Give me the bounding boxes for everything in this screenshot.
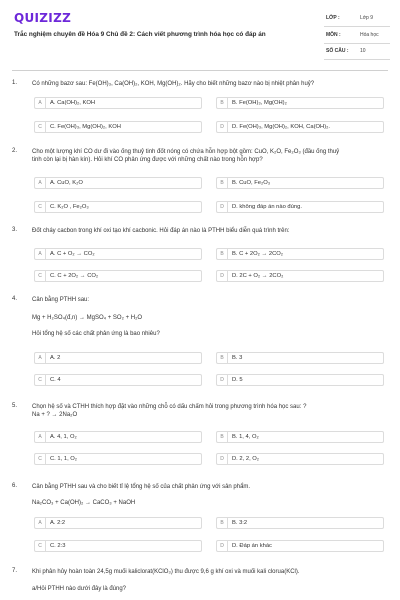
option-text: D. Fe(OH)₃, Mg(OH)₂, KOH, Ca(OH)₂.: [232, 124, 331, 130]
option-a[interactable]: [34, 97, 202, 109]
option-text: D. 2C + O₂ → 2CO₂: [232, 273, 284, 279]
question-text: Chọn hệ số và CTHH thích hợp đặt vào những chỗ có dấu chấm hỏi trong phương trình hóa học sau: ?: [32, 404, 307, 410]
header-divider: [12, 70, 388, 71]
option-text: C. 1, 1, O₂: [50, 456, 78, 462]
option-text: C. C + 2O₂ → CO₂: [50, 273, 99, 279]
meta-subject-row: [324, 29, 390, 44]
quizizz-logo: QUIZIZZ: [14, 11, 72, 25]
question-number: 6.: [12, 483, 18, 489]
question-text: Đốt cháy cacbon trong khí oxi tạo khí cacbonic. Hỏi đáp án nào là PTHH biểu diễn quá trình trên:: [32, 228, 290, 234]
option-text: D. Đáp án khác: [232, 543, 272, 549]
question-text: Cân bằng PTHH sau:: [32, 297, 90, 303]
meta-key: LỚP :: [326, 15, 340, 21]
option-d[interactable]: [216, 374, 384, 386]
option-c[interactable]: [34, 374, 202, 386]
equation-text: Mg + H₂SO₄(đ,n) → MgSO₄ + SO₂ + H₂O: [32, 315, 143, 321]
option-text: D. 2, 2, O₂: [232, 456, 260, 462]
option-text: C. K₂O , Fe₂O₃: [50, 204, 89, 210]
option-a[interactable]: [34, 248, 202, 260]
option-text: A. CuO, K₂O: [50, 180, 83, 186]
option-letter: A: [35, 518, 46, 528]
option-text: A. 4, 1, O₂: [50, 434, 77, 440]
option-letter: B: [217, 98, 228, 108]
option-letter: D: [217, 122, 228, 132]
option-letter: C: [35, 454, 46, 464]
option-text: B. CuO, Fe₂O₃: [232, 180, 271, 186]
option-d[interactable]: [216, 121, 384, 133]
option-letter: D: [217, 271, 228, 281]
option-letter: A: [35, 249, 46, 259]
worksheet-header: [0, 0, 400, 70]
option-text: A. 2:2: [50, 520, 66, 526]
option-a[interactable]: [34, 431, 202, 443]
option-text: C. 4: [50, 377, 61, 383]
question-text: Cho một lượng khí CO dư đi vào ống thuỷ tinh đốt nóng có chứa hỗn hợp bột gồm: CuO, K₂O, Fe₂O₃ (đầu ống thuỷ: [32, 149, 340, 155]
option-letter: C: [35, 122, 46, 132]
option-letter: B: [217, 518, 228, 528]
option-letter: C: [35, 541, 46, 551]
option-text: B. C + 2O₂ → 2CO₂: [232, 251, 284, 257]
option-a[interactable]: [34, 352, 202, 364]
option-d[interactable]: [216, 270, 384, 282]
meta-key: MÔN :: [326, 32, 341, 38]
option-letter: A: [35, 432, 46, 442]
meta-value: Hóa học: [360, 32, 379, 38]
option-d[interactable]: [216, 453, 384, 465]
question-text: Có những bazơ sau: Fe(OH)₃, Ca(OH)₂, KOH, Mg(OH)₂. Hãy cho biết những bazơ nào bị nhiệt phân huỷ?: [32, 81, 315, 87]
question-number: 4.: [12, 296, 18, 302]
option-text: B. 1, 4, O₂: [232, 434, 259, 440]
question-number: 7.: [12, 568, 18, 574]
question-text: tinh còn lại bị hàn kín). Hỏi khí CO phản ứng được với những chất nào trong hỗn hợp?: [32, 157, 263, 163]
option-letter: D: [217, 202, 228, 212]
worksheet-title: Trắc nghiệm chuyên đề Hóa 9 Chủ đề 2: Cách viết phương trình hóa học có đáp án: [14, 31, 266, 38]
option-b[interactable]: [216, 177, 384, 189]
equation-text: Na₂CO₃ + Ca(OH)₂ → CaCO₃ + NaOH: [32, 500, 136, 506]
question-text: Cân bằng PTHH sau và cho biết tỉ lệ tổng hệ số của chất phản ứng với sản phẩm.: [32, 484, 251, 490]
option-b[interactable]: [216, 431, 384, 443]
question-text: a/Hỏi PTHH nào dưới đây là đúng?: [32, 586, 127, 592]
question-text: Khi phân hủy hoàn toàn 24,5g muối kaliclorat(KClO₃) thu được 9,6 g khí oxi và muối kali clorua(KCl).: [32, 569, 300, 575]
option-text: A. 2: [50, 355, 61, 361]
option-text: B. 3:2: [232, 520, 248, 526]
question-number: 2.: [12, 148, 18, 154]
option-text: B. 3: [232, 355, 243, 361]
option-text: C. 2:3: [50, 543, 66, 549]
option-c[interactable]: [34, 121, 202, 133]
option-letter: B: [217, 249, 228, 259]
option-c[interactable]: [34, 453, 202, 465]
question-number: 3.: [12, 227, 18, 233]
option-text: D. 5: [232, 377, 243, 383]
option-text: B. Fe(OH)₃, Mg(OH)₂: [232, 100, 287, 106]
meta-class-row: [324, 12, 390, 27]
equation-text: Na + ? → 2Na₂O: [32, 412, 78, 418]
option-letter: A: [35, 178, 46, 188]
option-letter: C: [35, 271, 46, 281]
meta-key: SỐ CÂU :: [326, 48, 349, 54]
option-letter: C: [35, 375, 46, 385]
option-letter: D: [217, 375, 228, 385]
option-text: D. không đáp án nào đúng.: [232, 204, 302, 210]
option-letter: B: [217, 178, 228, 188]
option-text: A. Ca(OH)₂, KOH: [50, 100, 96, 106]
option-letter: C: [35, 202, 46, 212]
option-letter: A: [35, 98, 46, 108]
option-c[interactable]: [34, 270, 202, 282]
option-b[interactable]: [216, 517, 384, 529]
option-a[interactable]: [34, 517, 202, 529]
question-text: Hỏi tổng hệ số các chất phản ứng là bao nhiêu?: [32, 331, 160, 337]
option-text: C. Fe(OH)₃, Mg(OH)₂, KOH: [50, 124, 121, 130]
option-d[interactable]: [216, 540, 384, 552]
option-letter: B: [217, 432, 228, 442]
option-c[interactable]: [34, 540, 202, 552]
option-text: A. C + O₂ → CO₂: [50, 251, 95, 257]
option-letter: D: [217, 454, 228, 464]
option-letter: D: [217, 541, 228, 551]
option-b[interactable]: [216, 248, 384, 260]
meta-value: Lớp 9: [360, 15, 374, 21]
option-b[interactable]: [216, 97, 384, 109]
option-c[interactable]: [34, 201, 202, 213]
option-a[interactable]: [34, 177, 202, 189]
meta-value: 10: [360, 48, 366, 54]
option-d[interactable]: [216, 201, 384, 213]
question-number: 5.: [12, 403, 18, 409]
meta-count-row: [324, 45, 390, 60]
option-letter: A: [35, 353, 46, 363]
option-letter: B: [217, 353, 228, 363]
option-b[interactable]: [216, 352, 384, 364]
question-number: 1.: [12, 80, 18, 86]
